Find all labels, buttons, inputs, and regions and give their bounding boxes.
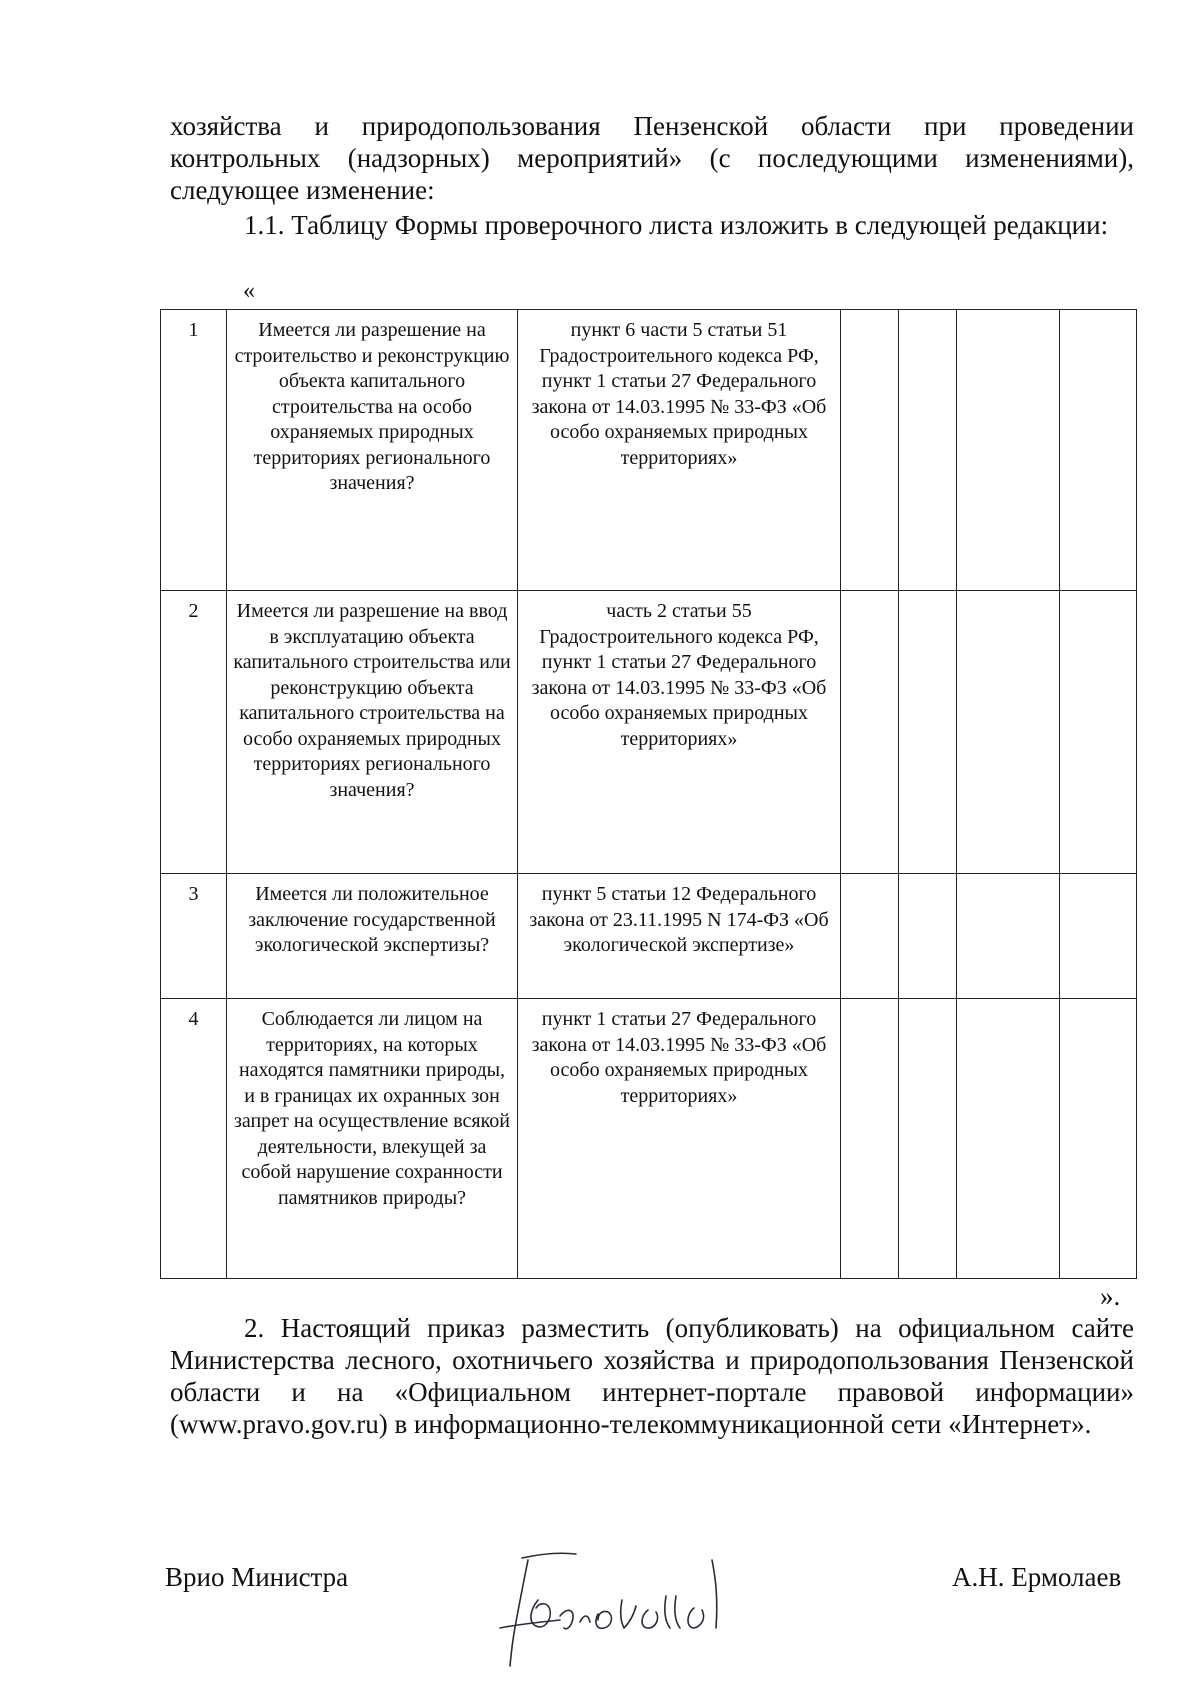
signer-name: А.Н. Ермолаев xyxy=(952,1562,1122,1592)
row-question: Имеется ли разрешение на ввод в эксплуатацию объекта капитального строительства или реконструкцию объекта капитального строительства на особо охраняемых природных территориях регионального значения? xyxy=(227,591,518,874)
opening-quote: « xyxy=(243,278,255,304)
empty-cell xyxy=(1060,874,1137,999)
table-row xyxy=(161,999,1137,1279)
empty-cell xyxy=(1060,999,1137,1279)
empty-cell xyxy=(899,999,957,1279)
empty-cell xyxy=(957,999,1060,1279)
empty-cell xyxy=(841,999,899,1279)
row-reference: часть 2 статьи 55 Градостроительного кодекса РФ, пункт 1 статьи 27 Федерального закона от 14.03.1995 № 33-ФЗ «Об особо охраняемых природных территориях» xyxy=(518,591,841,874)
empty-cell xyxy=(841,591,899,874)
empty-cell xyxy=(957,874,1060,999)
item-1-1-paragraph: 1.1. Таблицу Формы проверочного листа изложить в следующей редакции: xyxy=(244,210,1109,240)
row-reference: пункт 5 статьи 12 Федерального закона от 23.11.1995 N 174-ФЗ «Об экологической экспертизе» xyxy=(518,874,841,999)
empty-cell xyxy=(1060,310,1137,591)
row-question: Имеется ли положительное заключение государственной экологической экспертизы? xyxy=(227,874,518,999)
empty-cell xyxy=(1060,591,1137,874)
empty-cell xyxy=(899,874,957,999)
row-number: 4 xyxy=(161,999,227,1279)
signer-position: Врио Министра xyxy=(165,1562,349,1592)
row-reference: пункт 1 статьи 27 Федерального закона от 14.03.1995 № 33-ФЗ «Об особо охраняемых природных территориях» xyxy=(518,999,841,1279)
empty-cell xyxy=(957,310,1060,591)
row-number: 3 xyxy=(161,874,227,999)
empty-cell xyxy=(841,874,899,999)
empty-cell xyxy=(841,310,899,591)
checklist-table xyxy=(160,309,1137,1279)
empty-cell xyxy=(899,310,957,591)
table-row xyxy=(161,874,1137,999)
row-question: Соблюдается ли лицом на территориях, на которых находятся памятники природы, и в границах их охранных зон запрет на осуществление всякой деятельности, влекущей за собой нарушение сохранности памятников природы? xyxy=(227,999,518,1279)
handwritten-signature xyxy=(480,1540,810,1670)
empty-cell xyxy=(899,591,957,874)
row-question: Имеется ли разрешение на строительство и реконструкцию объекта капитального строительства на особо охраняемых природных территориях регионального значения? xyxy=(227,310,518,591)
table-row xyxy=(161,591,1137,874)
table-row xyxy=(161,310,1137,591)
intro-paragraph: хозяйства и природопользования Пензенской области при проведении контрольных (надзорных) мероприятий» (с последующими изменениями), следующее изменение: xyxy=(170,111,1134,205)
row-number: 1 xyxy=(161,310,227,591)
row-reference: пункт 6 части 5 статьи 51 Градостроительного кодекса РФ, пункт 1 статьи 27 Федерального закона от 14.03.1995 № 33-ФЗ «Об особо охраняемых природных территориях» xyxy=(518,310,841,591)
row-number: 2 xyxy=(161,591,227,874)
closing-quote: ». xyxy=(1100,1281,1121,1311)
empty-cell xyxy=(957,591,1060,874)
item-2-paragraph: 2. Настоящий приказ разместить (опубликовать) на официальном сайте Министерства лесного, охотничьего хозяйства и природопользования Пензенской области и на «Официальном интернет-портале правовой информации» (www.pravo.gov.ru) в информационно-телекоммуникационной сети «Интернет». xyxy=(170,1313,1134,1439)
